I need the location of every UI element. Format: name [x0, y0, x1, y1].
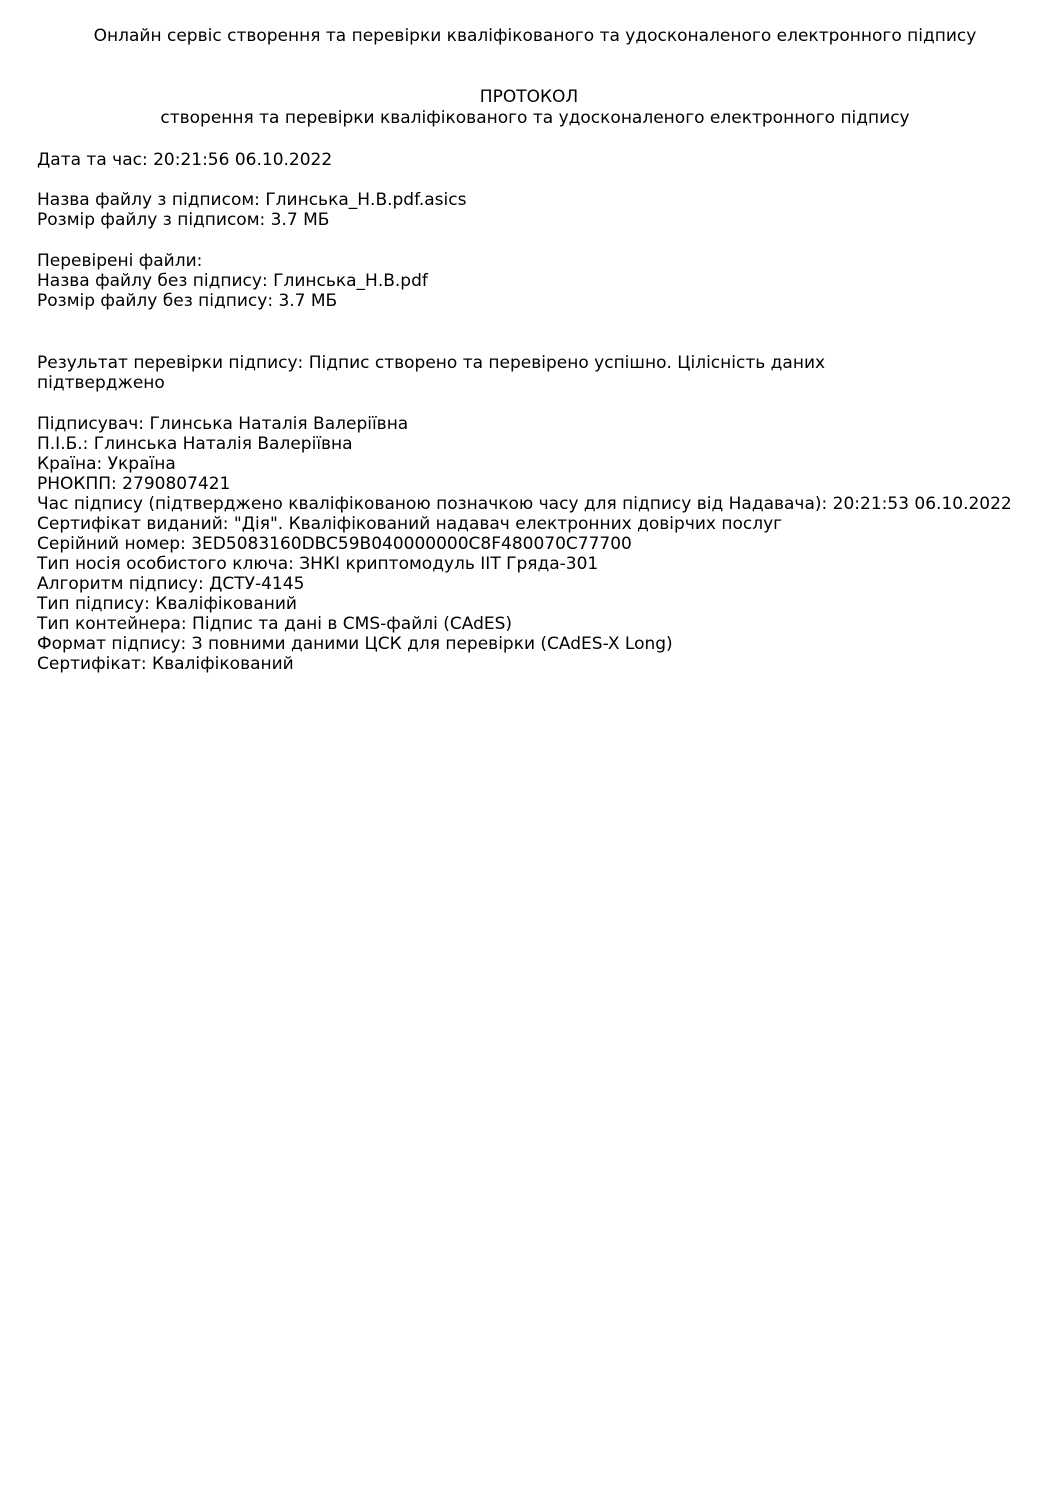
sign-algorithm: Алгоритм підпису: ДСТУ-4145	[37, 574, 305, 594]
signed-file-size: Розмір файлу з підписом: 3.7 МБ	[37, 210, 330, 230]
checked-files-block	[37, 251, 1022, 311]
checked-files-heading: Перевірені файли:	[37, 251, 203, 271]
protocol-title: ПРОТОКОЛ	[479, 87, 579, 107]
checked-file-name: Назва файлу без підпису: Глинська_Н.В.pdf	[37, 271, 428, 291]
signed-file-name: Назва файлу з підписом: Глинська_Н.В.pdf.asics	[37, 190, 467, 210]
datetime: Дата та час: 20:21:56 06.10.2022	[37, 150, 333, 170]
key-carrier-type: Тип носія особистого ключа: ЗНКІ криптомодуль ІІТ Гряда-301	[37, 554, 599, 574]
certificate-issuer: Сертифікат виданий: "Дія". Кваліфікований надавач електронних довірчих послуг	[37, 514, 783, 534]
signer: Підписувач: Глинська Наталія Валеріївна	[37, 414, 409, 434]
verification-result: Результат перевірки підпису: Підпис створено та перевірено успішно. Цілісність даних підтверджено	[37, 353, 826, 393]
signer-block	[37, 414, 1022, 674]
signer-rnokpp: РНОКПП: 2790807421	[37, 474, 231, 494]
sign-time: Час підпису (підтверджено кваліфікованою позначкою часу для підпису від Надавача): 20:21:53 06.10.2022	[37, 494, 1012, 514]
protocol-subtitle: створення та перевірки кваліфікованого та удосконаленого електронного підпису	[160, 108, 910, 128]
signer-country: Країна: Україна	[37, 454, 176, 474]
certificate-type: Сертифікат: Кваліфікований	[37, 654, 294, 674]
serial-number: Серійний номер: 3ED5083160DBC59B040000000C8F480070C77700	[37, 534, 632, 554]
result-block	[37, 353, 937, 393]
signed-file-block	[37, 190, 1022, 230]
sign-type: Тип підпису: Кваліфікований	[37, 594, 297, 614]
container-type: Тип контейнера: Підпис та дані в CMS-файлі (CAdES)	[37, 614, 513, 634]
sign-format: Формат підпису: З повними даними ЦСК для перевірки (CAdES-X Long)	[37, 634, 673, 654]
datetime-block	[37, 150, 1022, 170]
service-title: Онлайн сервіс створення та перевірки кваліфікованого та удосконаленого електронного підпису	[93, 26, 977, 46]
signer-full-name: П.І.Б.: Глинська Наталія Валеріївна	[37, 434, 353, 454]
checked-file-size: Розмір файлу без підпису: 3.7 МБ	[37, 291, 338, 311]
